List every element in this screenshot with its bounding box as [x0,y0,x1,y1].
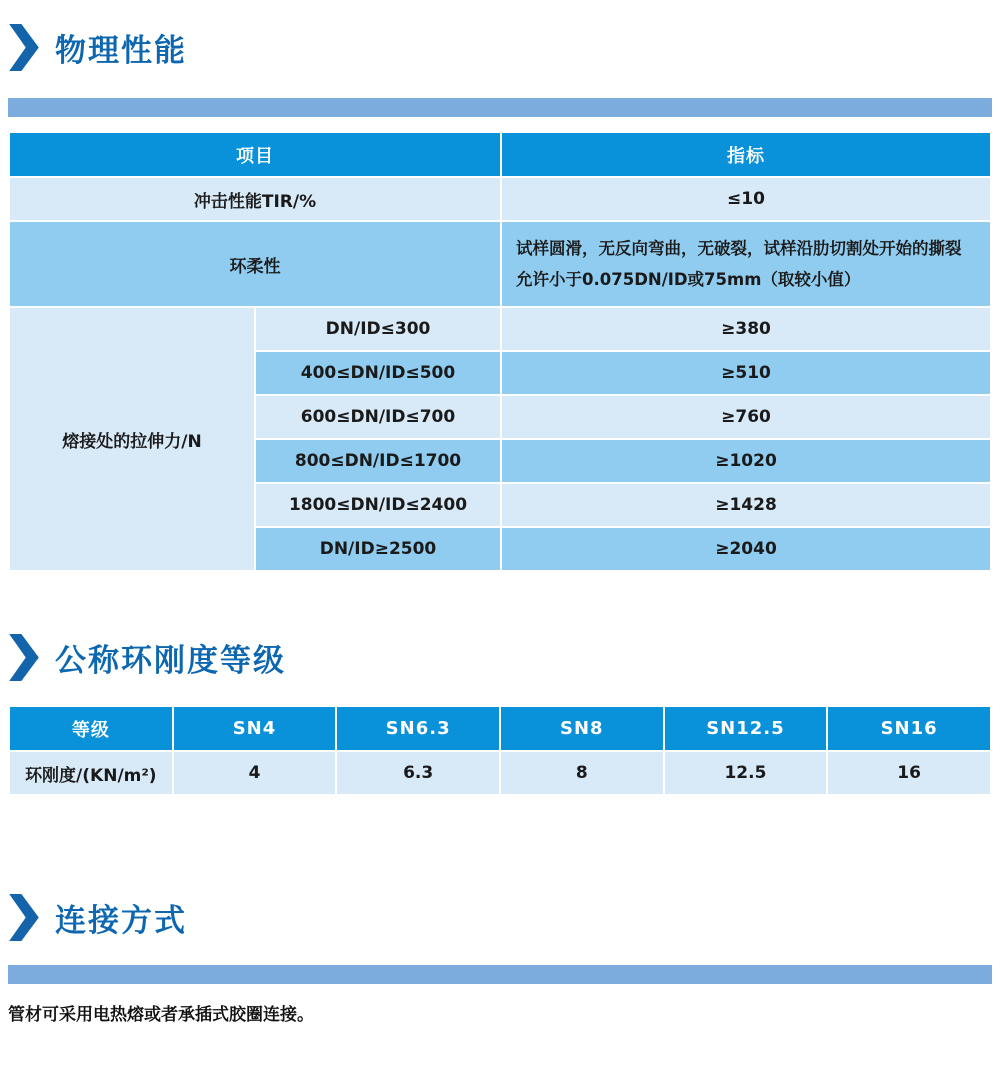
connection-note-text: 管材可采用电热熔或者承插式胶圈连接。 [8,1005,314,1025]
weld-tensile-label: 熔接处的拉伸力/N [10,308,254,570]
divider-bar [8,98,992,117]
row-value: ≤10 [502,178,990,220]
chevron-icon [8,894,40,941]
column-header-sn12-5: SN12.5 [665,707,827,750]
section-header-physical-properties [8,24,992,71]
divider-bar [8,965,992,984]
stiffness-value: 16 [828,752,990,794]
stiffness-value: 6.3 [337,752,499,794]
ring-stiffness-table [8,705,992,796]
row-label: 环刚度/(KN/m²) [10,752,172,794]
section-title-physical-properties: 物理性能 [55,33,187,69]
subrow-condition: DN/ID≤300 [256,308,500,350]
subrow-value: ≥2040 [502,528,990,570]
column-header-index: 指标 [502,133,990,176]
subrow-condition: 800≤DN/ID≤1700 [256,440,500,482]
subrow-value: ≥1428 [502,484,990,526]
subrow-condition: 600≤DN/ID≤700 [256,396,500,438]
chevron-icon [8,634,40,681]
table-row-impact [10,178,990,220]
table-row-weld-tensile [10,308,990,350]
column-header-item: 项目 [10,133,500,176]
stiffness-value: 8 [501,752,663,794]
subrow-condition: 400≤DN/ID≤500 [256,352,500,394]
subrow-value: ≥510 [502,352,990,394]
row-label: 环柔性 [10,222,500,306]
table-header-row [10,707,990,750]
row-value: 试样圆滑，无反向弯曲，无破裂，试样沿肋切割处开始的撕裂允许小于0.075DN/ID或75mm（取较小值） [502,222,990,306]
stiffness-value: 4 [174,752,336,794]
subrow-value: ≥760 [502,396,990,438]
column-header-grade: 等级 [10,707,172,750]
chevron-icon [8,24,40,71]
column-header-sn8: SN8 [501,707,663,750]
subrow-value: ≥380 [502,308,990,350]
column-header-sn4: SN4 [174,707,336,750]
row-label: 冲击性能TIR/% [10,178,500,220]
subrow-value: ≥1020 [502,440,990,482]
subrow-condition: DN/ID≥2500 [256,528,500,570]
physical-properties-table [8,131,992,572]
section-title-connection-method: 连接方式 [55,903,187,939]
section-header-connection-method [8,894,992,941]
table-header-row [10,133,990,176]
table-row-stiffness-values [10,752,990,794]
column-header-sn6-3: SN6.3 [337,707,499,750]
stiffness-value: 12.5 [665,752,827,794]
table-row-ring-flexibility [10,222,990,306]
section-header-ring-stiffness [8,634,992,681]
column-header-sn16: SN16 [828,707,990,750]
section-title-ring-stiffness: 公称环刚度等级 [55,643,286,679]
subrow-condition: 1800≤DN/ID≤2400 [256,484,500,526]
